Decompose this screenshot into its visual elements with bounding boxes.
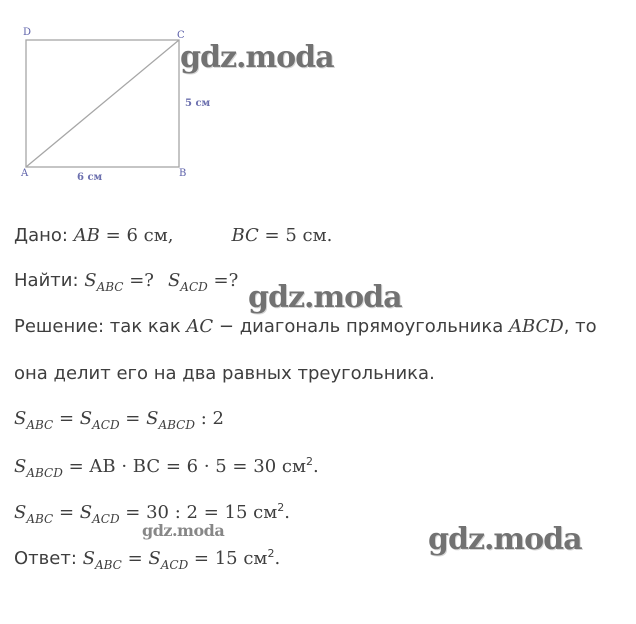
divide-by-two: : 2 (194, 408, 224, 429)
find-eq2: =? (207, 270, 239, 291)
equals: = (121, 548, 149, 569)
squared: 2 (277, 501, 285, 514)
subscript-acd: ACD (92, 418, 120, 432)
solution-line (14, 316, 597, 337)
equals: = (53, 408, 80, 429)
period: . (312, 456, 319, 477)
area-symbol: S (167, 270, 181, 291)
solution-end: , то (563, 316, 597, 337)
solution-line-continued: она делит его на два равных треугольника. (14, 363, 435, 384)
equals: = (53, 502, 80, 523)
given-line (14, 225, 332, 246)
area-symbol: S (14, 502, 27, 523)
given-ab-lhs: AB (73, 225, 100, 246)
area-symbol: S (14, 456, 27, 477)
diagonal-ac (26, 40, 179, 167)
equation-area-abcd (14, 455, 319, 480)
diagonal-ac-text: AC (186, 316, 214, 337)
solution-prefix: Решение: так как (14, 316, 181, 337)
subscript-abcd: ABCD (158, 418, 195, 432)
period: . (274, 548, 281, 569)
area-symbol: S (146, 408, 159, 429)
subscript-acd: ACD (180, 280, 208, 294)
subscript-abc: ABC (26, 512, 54, 526)
subscript-acd: ACD (92, 512, 120, 526)
solution-mid: − диагональ прямоугольника (213, 316, 504, 337)
subscript-acd: ACD (160, 558, 189, 572)
subscript-abc: ABC (26, 418, 54, 432)
vertex-label-b: B (179, 168, 187, 179)
answer-prefix: Ответ: (14, 548, 77, 569)
period: . (284, 502, 290, 523)
area-symbol: S (84, 270, 97, 291)
rect-abcd-text: ABCD (508, 316, 564, 337)
vertex-label-a: A (21, 168, 29, 179)
answer-value: = 15 см (188, 548, 268, 569)
squared: 2 (267, 547, 275, 560)
find-line (14, 270, 238, 294)
area-symbol: S (148, 548, 161, 569)
side-ab-label: 6 см (77, 172, 103, 183)
equation-halves (14, 408, 224, 432)
area-symbol: S (14, 408, 27, 429)
find-prefix: Найти: (14, 270, 79, 291)
watermark-logo: gdz.moda (248, 280, 402, 315)
equation-triangle-area (14, 501, 290, 526)
rectangle-drawing (0, 0, 260, 200)
area-product: AB · BC = 6 · 5 = 30 см (89, 456, 306, 477)
subscript-abc: ABC (94, 558, 122, 572)
area-symbol: S (82, 548, 95, 569)
side-bc-label: 5 см (185, 98, 211, 109)
rectangle-figure (0, 0, 260, 200)
given-bc-rhs: = 5 см. (264, 225, 333, 246)
triangle-area-calc: = 30 : 2 = 15 см (119, 502, 278, 523)
answer-line (14, 547, 280, 572)
given-ab-rhs: = 6 см, (105, 225, 174, 246)
find-eq1: =? (123, 270, 154, 291)
squared: 2 (305, 455, 313, 468)
area-symbol: S (79, 408, 93, 429)
given-bc-lhs: BC (231, 225, 259, 246)
subscript-abc: ABC (96, 280, 124, 294)
equals: = (119, 408, 147, 429)
watermark-logo-small: gdz.moda (142, 521, 225, 540)
watermark-logo: gdz.moda (428, 522, 582, 557)
vertex-label-c: C (177, 30, 185, 41)
given-prefix: Дано: (14, 225, 68, 246)
vertex-label-d: D (23, 27, 32, 38)
equals: = (62, 456, 90, 477)
area-symbol: S (79, 502, 93, 523)
watermark-logo: gdz.moda (180, 40, 334, 75)
subscript-abcd: ABCD (26, 466, 63, 480)
